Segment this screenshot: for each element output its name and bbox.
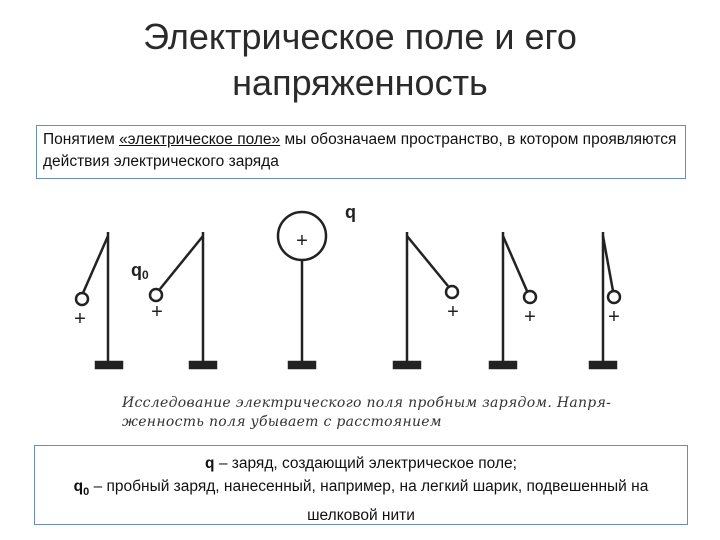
definition-suffix: мы обозначаем пространство, в котором проявляются действия электрического заряда <box>43 131 677 170</box>
stand-1 <box>76 232 122 368</box>
stand-6 <box>590 232 620 368</box>
test-plus-sign-1: + <box>74 308 86 330</box>
source-plus-sign: + <box>296 230 308 252</box>
title-line-1: Электрическое поле и его <box>143 16 577 57</box>
note-q0 <box>45 475 677 527</box>
label-q0-sub: 0 <box>142 268 149 282</box>
stand-4 <box>394 232 458 368</box>
note-q0-sub: 0 <box>83 486 90 499</box>
test-plus-sign-5: + <box>524 306 536 328</box>
stand-2 <box>150 232 216 368</box>
definition-prefix: Понятием <box>43 131 120 148</box>
note-q0-text: – пробный заряд, нанесенный, например, на легкий шарик, подвешенный на шелковой нити <box>89 478 649 525</box>
notes-box <box>34 445 688 525</box>
test-plus-sign-6: + <box>608 306 620 328</box>
slide-title <box>60 14 660 106</box>
label-q0 <box>131 260 149 282</box>
label-q: q <box>345 202 356 222</box>
definition-term: «электрическое поле» <box>119 131 281 148</box>
label-q0-main: q <box>131 260 142 280</box>
test-plus-sign-4: + <box>447 301 459 323</box>
figure-caption <box>122 394 652 432</box>
note-q0-symbol: q <box>73 478 84 495</box>
definition-box <box>36 125 686 179</box>
note-q-symbol: q <box>205 455 215 472</box>
caption-line-2: женность поля убывает с расстоянием <box>122 414 442 430</box>
test-plus-sign-2: + <box>151 301 163 323</box>
title-line-2: напряженность <box>232 62 488 103</box>
caption-line-1: Исследование электрического поля пробным зарядом. Напря- <box>122 395 612 411</box>
stand-5 <box>490 232 536 368</box>
note-q <box>45 452 677 475</box>
note-q-text: – заряд, создающий электрическое поле; <box>214 455 517 472</box>
